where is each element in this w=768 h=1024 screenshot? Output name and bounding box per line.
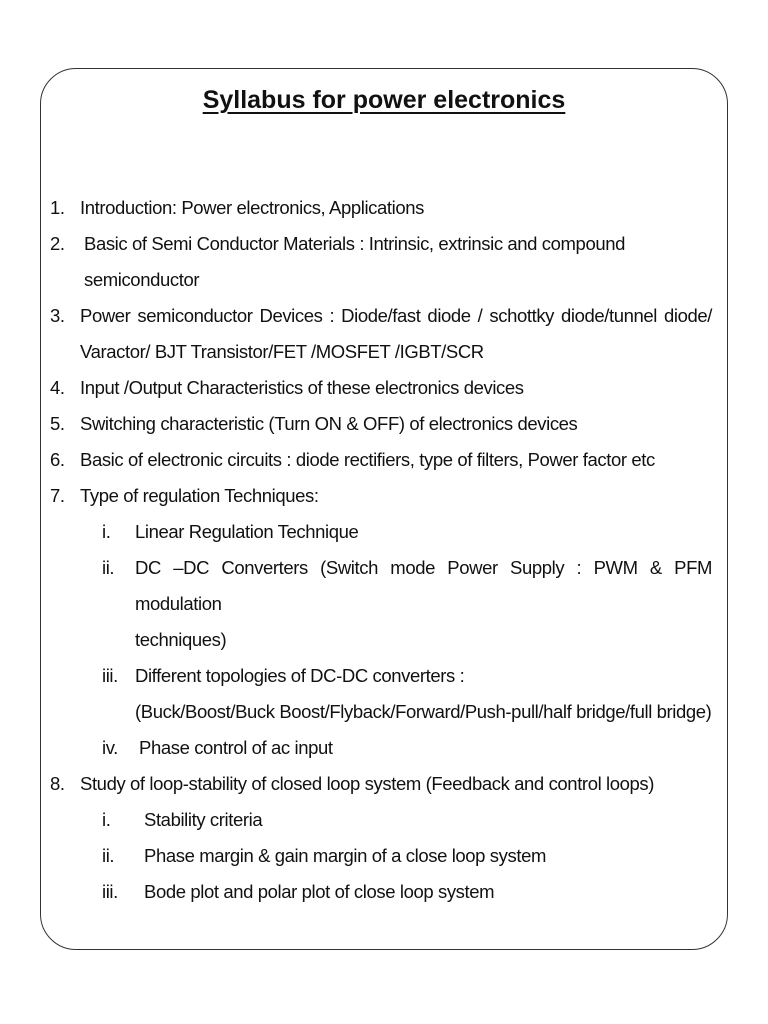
sub-item-number: i. bbox=[102, 521, 111, 542]
syllabus-list bbox=[50, 190, 712, 910]
item-number: 6. bbox=[50, 449, 65, 470]
sub-item-text: DC –DC Converters (Switch mode Power Supply : PWM & PFM modulation bbox=[135, 557, 712, 614]
sub-item bbox=[50, 514, 712, 550]
item-text: Study of loop-stability of closed loop system (Feedback and control loops) bbox=[80, 773, 655, 794]
item-text: Switching characteristic (Turn ON & OFF) of electronics devices bbox=[80, 413, 578, 434]
sub-item-number: i. bbox=[102, 809, 111, 830]
sub-item bbox=[50, 874, 712, 910]
sub-item-number: ii. bbox=[102, 845, 115, 866]
item-text: Basic of electronic circuits : diode rectifiers, type of filters, Power factor etc bbox=[80, 449, 655, 470]
sub-item-number: iv. bbox=[102, 737, 118, 758]
list-item bbox=[50, 406, 712, 442]
sub-item-text: Linear Regulation Technique bbox=[135, 521, 359, 542]
sub-item bbox=[50, 838, 712, 874]
sub-item-continuation: techniques) bbox=[135, 629, 227, 650]
list-item bbox=[50, 190, 712, 226]
item-number: 3. bbox=[50, 305, 65, 326]
sub-item bbox=[50, 658, 712, 694]
sub-item bbox=[50, 730, 712, 766]
item-number: 5. bbox=[50, 413, 65, 434]
sub-item-number: iii. bbox=[102, 665, 118, 686]
item-text: Power semiconductor Devices : Diode/fast diode / schottky diode/tunnel diode/ bbox=[80, 305, 712, 326]
item-continuation: Varactor/ BJT Transistor/FET /MOSFET /IGBT/SCR bbox=[80, 341, 484, 362]
item-number: 4. bbox=[50, 377, 65, 398]
list-item bbox=[50, 442, 712, 478]
sub-item-text: Stability criteria bbox=[144, 809, 263, 830]
item-text: Type of regulation Techniques: bbox=[80, 485, 319, 506]
sub-item-text: Phase margin & gain margin of a close loop system bbox=[144, 845, 546, 866]
sub-item-continuation: (Buck/Boost/Buck Boost/Flyback/Forward/Push-pull/half bridge/full bridge) bbox=[135, 701, 712, 722]
item-number: 8. bbox=[50, 773, 65, 794]
sub-item-number: iii. bbox=[102, 881, 118, 902]
item-number: 1. bbox=[50, 197, 65, 218]
sub-item-number: ii. bbox=[102, 557, 115, 578]
list-item bbox=[50, 226, 712, 298]
list-item bbox=[50, 370, 712, 406]
sub-item-text: Phase control of ac input bbox=[139, 737, 333, 758]
list-item bbox=[50, 478, 712, 514]
sub-item-text: Bode plot and polar plot of close loop system bbox=[144, 881, 495, 902]
list-item bbox=[50, 298, 712, 334]
sub-item bbox=[50, 550, 712, 622]
sub-item bbox=[50, 802, 712, 838]
list-item bbox=[50, 766, 712, 802]
sub-item-text: Different topologies of DC-DC converters : bbox=[135, 665, 465, 686]
item-text: Basic of Semi Conductor Materials : Intrinsic, extrinsic and compound semiconductor bbox=[84, 233, 626, 290]
item-text: Introduction: Power electronics, Applications bbox=[80, 197, 424, 218]
item-number: 7. bbox=[50, 485, 65, 506]
page-title: Syllabus for power electronics bbox=[202, 86, 566, 114]
item-number: 2. bbox=[50, 233, 65, 254]
item-text: Input /Output Characteristics of these electronics devices bbox=[80, 377, 524, 398]
